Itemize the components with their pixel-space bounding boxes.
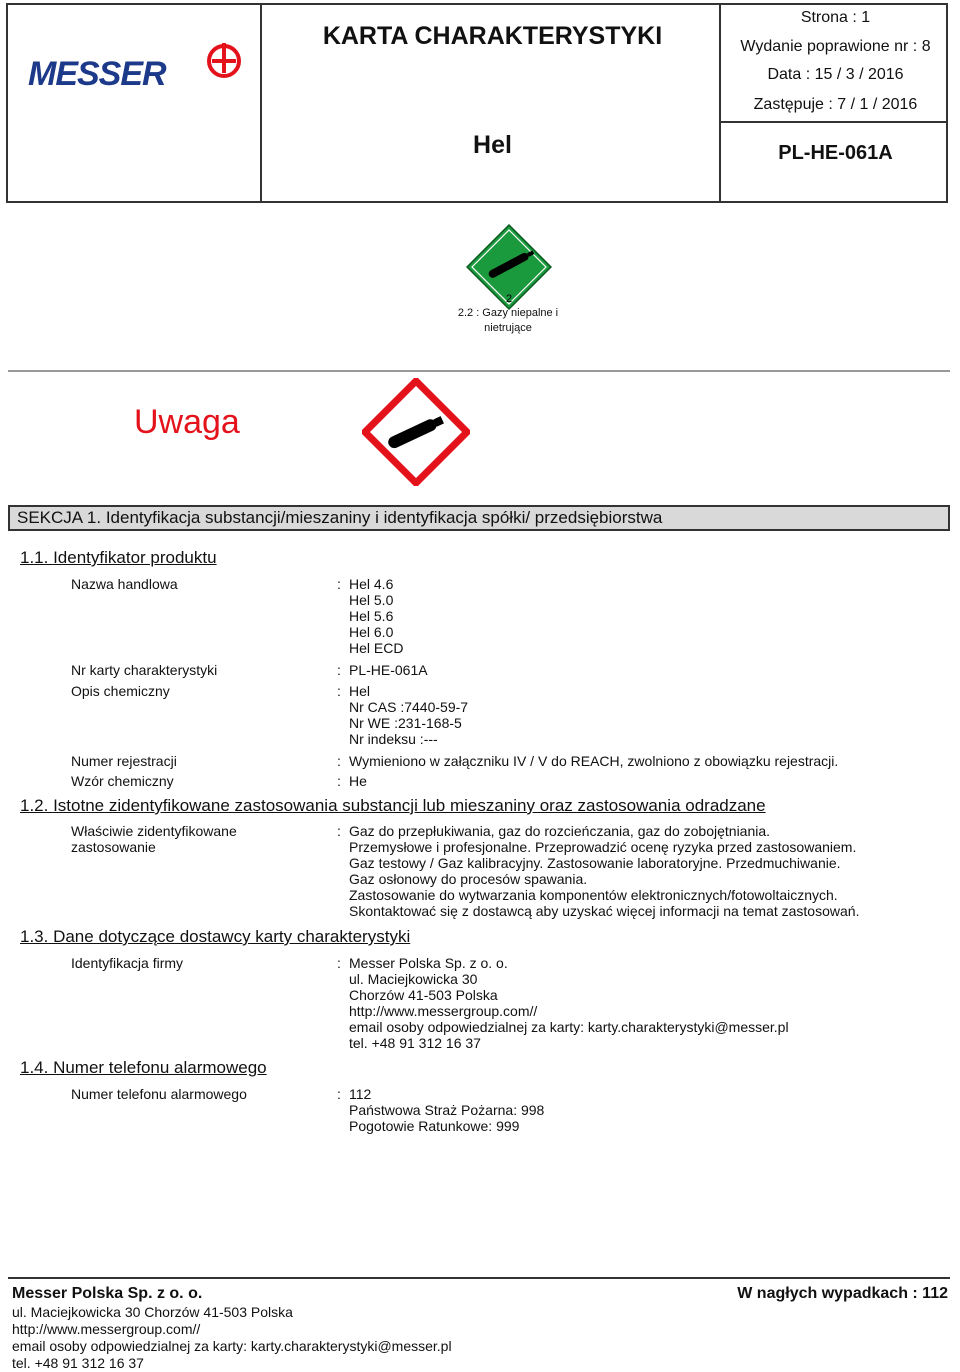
emergency-line: Państwowa Straż Pożarna: 998 — [349, 1102, 545, 1118]
chem-desc-line: Hel — [349, 683, 371, 699]
registration-value: Wymieniono w załączniku IV / V do REACH, zwolniono z obowiązku rejestracji. — [349, 753, 839, 769]
document-code: PL-HE-061A — [778, 142, 893, 164]
use-line: Gaz testowy / Gaz kalibracyjny. Zastosowanie laboratoryjne. Przedmuchiwanie. — [349, 855, 841, 871]
separator — [8, 370, 950, 372]
colon: : — [337, 662, 341, 678]
issue-date: Data : 15 / 3 / 2016 — [767, 66, 904, 83]
product-name: Hel — [473, 131, 512, 159]
chemical-description — [349, 683, 468, 747]
subsection-1-4-title: 1.4. Numer telefonu alarmowego — [20, 1058, 267, 1077]
company-website-link[interactable]: http://www.messergroup.com// — [349, 1003, 538, 1019]
label-line: zastosowanie — [71, 839, 156, 855]
subsection-1-3-title: 1.3. Dane dotyczące dostawcy karty charakterystyki — [20, 927, 411, 946]
header-divider — [719, 121, 946, 123]
company-line: ul. Maciejkowicka 30 — [349, 971, 478, 987]
trade-name-label: Nazwa handlowa — [71, 576, 178, 592]
trade-names — [349, 576, 403, 656]
trade-name: Hel 5.6 — [349, 608, 394, 624]
subsection-1-1-title: 1.1. Identyfikator produktu — [20, 548, 217, 567]
emergency-line: 112 — [349, 1086, 372, 1102]
use-line: Skontaktować się z dostawcą aby uzyskać więcej informacji na temat zastosowań. — [349, 903, 860, 919]
use-line: Gaz osłonowy do procesów spawania. — [349, 871, 588, 887]
identified-uses-label — [71, 823, 237, 855]
page-number: Strona : 1 — [800, 9, 871, 26]
footer-emergency: W nagłych wypadkach : 112 — [737, 1285, 948, 1302]
footer-company: Messer Polska Sp. z o. o. — [12, 1285, 203, 1302]
transport-class-number: 2 — [505, 293, 513, 305]
signal-word: Uwaga — [134, 403, 240, 441]
trade-name: Hel ECD — [349, 640, 404, 656]
gas-cylinder-icon — [362, 378, 470, 486]
use-line: Przemysłowe i profesjonalne. Przeprowadzić ocenę ryzyka przed zastosowaniem. — [349, 839, 857, 855]
company-label: Identyfikacja firmy — [71, 955, 184, 971]
company-line: Chorzów 41-503 Polska — [349, 987, 498, 1003]
footer-website-link[interactable]: http://www.messergroup.com// — [12, 1321, 201, 1337]
footer-details — [12, 1304, 452, 1372]
transport-label-caption — [418, 306, 598, 336]
colon: : — [337, 773, 341, 789]
trade-name: Hel 5.0 — [349, 592, 394, 608]
document-header — [6, 3, 948, 203]
colon: : — [337, 753, 341, 769]
section-1-title: SEKCJA 1. Identyfikacja substancji/mieszaniny i identyfikacja spółki/ przedsiębiorstwa — [8, 505, 950, 531]
colon: : — [337, 683, 341, 699]
use-line: Gaz do przepłukiwania, gaz do rozcieńczania, gaz do zobojętniania. — [349, 823, 771, 839]
footer-line: ul. Maciejkowicka 30 Chorzów 41-503 Polska — [12, 1304, 293, 1320]
emergency-numbers — [349, 1086, 544, 1134]
chemical-description-label: Opis chemiczny — [71, 683, 170, 699]
messer-logo — [26, 39, 246, 99]
company-line: Messer Polska Sp. z o. o. — [349, 955, 508, 971]
sheet-number-label: Nr karty charakterystyki — [71, 662, 218, 678]
colon: : — [337, 955, 341, 971]
sheet-number: PL-HE-061A — [349, 662, 428, 678]
colon: : — [337, 823, 341, 839]
formula-value: He — [349, 773, 367, 789]
trade-name: Hel 6.0 — [349, 624, 394, 640]
logo-text: MESSER — [28, 55, 166, 93]
trade-name: Hel 4.6 — [349, 576, 394, 592]
footer-phone: tel. +48 91 312 16 37 — [12, 1355, 144, 1371]
company-details — [349, 955, 789, 1051]
header-divider — [260, 5, 262, 201]
footer-divider — [8, 1277, 950, 1279]
transport-label-icon — [466, 224, 552, 310]
emergency-line: Pogotowie Ratunkowe: 999 — [349, 1118, 520, 1134]
identified-uses — [349, 823, 859, 919]
colon: : — [337, 576, 341, 592]
supersedes-date: Zastępuje : 7 / 1 / 2016 — [753, 96, 918, 113]
colon: : — [337, 1086, 341, 1102]
formula-label: Wzór chemiczny — [71, 773, 174, 789]
chem-desc-line: Nr CAS :7440-59-7 — [349, 699, 469, 715]
registration-label: Numer rejestracji — [71, 753, 177, 769]
messer-emblem-icon — [204, 41, 244, 81]
chem-desc-line: Nr WE :231-168-5 — [349, 715, 462, 731]
caption-line: nietrujące — [484, 322, 532, 334]
footer-email[interactable]: email osoby odpowiedzialnej za karty: karty.charakterystyki@messer.pl — [12, 1338, 452, 1354]
use-line: Zastosowanie do wytwarzania komponentów elektronicznych/fotowoltaicznych. — [349, 887, 838, 903]
chem-desc-line: Nr indeksu :--- — [349, 731, 438, 747]
caption-line: 2.2 : Gazy niepalne i — [457, 307, 559, 319]
revision-number: Wydanie poprawione nr : 8 — [740, 38, 931, 55]
label-line: Właściwie zidentyfikowane — [71, 823, 237, 839]
subsection-1-2-title: 1.2. Istotne zidentyfikowane zastosowania substancji lub mieszaniny oraz zastosowania odradzane — [20, 796, 766, 815]
company-email[interactable]: email osoby odpowiedzialnej za karty: karty.charakterystyki@messer.pl — [349, 1019, 789, 1035]
company-phone: tel. +48 91 312 16 37 — [349, 1035, 481, 1051]
document-title: KARTA CHARAKTERYSTYKI — [322, 22, 663, 50]
emergency-label: Numer telefonu alarmowego — [71, 1086, 247, 1102]
